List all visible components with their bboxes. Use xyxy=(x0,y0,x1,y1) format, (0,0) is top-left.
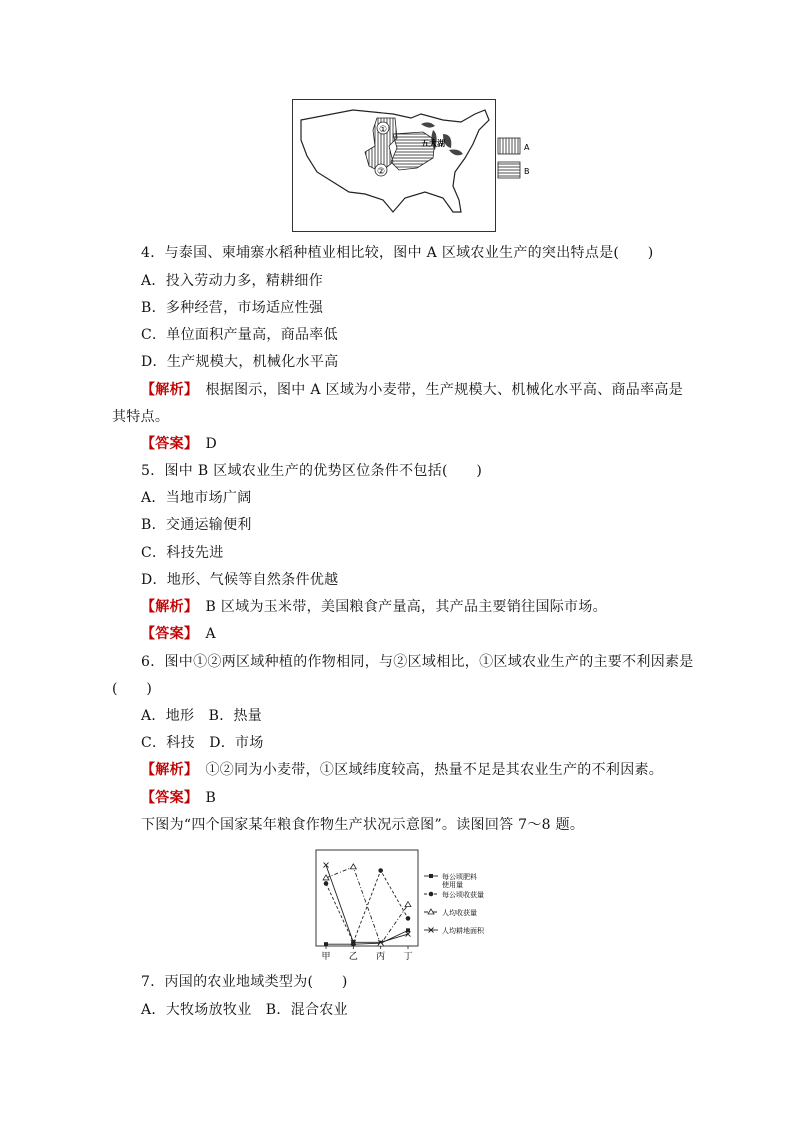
legend-marker xyxy=(429,892,434,897)
data-point xyxy=(324,863,329,868)
legend-swatch-b xyxy=(498,162,520,178)
q5-option-c: C．科技先进 xyxy=(141,545,224,561)
x-tick-label: 丁 xyxy=(403,952,413,962)
series-line-4 xyxy=(326,865,408,942)
q5-option-b: B．交通运输便利 xyxy=(141,517,252,533)
q4-option-b: B．多种经营，市场适应性强 xyxy=(141,300,324,316)
q6-stem: 6．图中①②两区域种植的作物相同，与②区域相比，①区域农业生产的主要不利因素是 xyxy=(141,654,694,670)
q5-answer-text: A xyxy=(191,626,216,642)
legend-swatch-a xyxy=(498,138,520,154)
q6-analysis-text: ①②同为小麦带，①区域纬度较高，热量不足是其农业生产的不利因素。 xyxy=(191,762,664,778)
q5-answer xyxy=(141,624,216,644)
answer-tag: 【答案】 xyxy=(141,436,192,452)
q6-options-row1: A．地形 B．热量 xyxy=(141,708,263,724)
analysis-tag: 【解析】 xyxy=(141,382,192,398)
q7-stem: 7．丙国的农业地域类型为( ) xyxy=(141,974,348,990)
legend-label: 使用量 xyxy=(442,881,463,889)
q7-options-row1: A．大牧场放牧业 B．混合农业 xyxy=(141,1002,348,1018)
legend-marker xyxy=(429,874,433,878)
data-point xyxy=(378,868,383,873)
data-point xyxy=(324,881,329,886)
q4-answer xyxy=(141,434,217,454)
legend-label: 人均收获量 xyxy=(442,909,477,917)
marker-2: ② xyxy=(376,167,386,177)
q6-answer xyxy=(141,788,216,808)
data-point xyxy=(324,942,328,946)
data-point xyxy=(350,864,356,869)
data-point xyxy=(406,928,410,932)
q4-option-c: C．单位面积产量高，商品率低 xyxy=(141,327,338,343)
series-line-2 xyxy=(326,871,408,943)
q5-analysis xyxy=(141,597,607,617)
q4-analysis-text: 根据图示，图中 A 区域为小麦带，生产规模大、机械化水平高、商品率高是 xyxy=(191,382,684,398)
legend-label-b: B xyxy=(524,167,530,176)
legend-label: 每公顷收获量 xyxy=(442,891,484,899)
q5-stem: 5．图中 B 区域农业生产的优势区位条件不包括( ) xyxy=(141,463,483,479)
legend-label: 人均耕地面积 xyxy=(442,927,484,935)
q4-analysis xyxy=(141,380,683,400)
analysis-tag: 【解析】 xyxy=(141,762,192,778)
series-line-3 xyxy=(326,867,408,944)
legend-label-a: A xyxy=(524,143,530,152)
q5-option-a: A．当地市场广阔 xyxy=(141,490,252,506)
great-lakes-shape xyxy=(449,150,463,156)
x-tick-label: 丙 xyxy=(376,952,386,962)
q6-answer-text: B xyxy=(191,790,217,806)
great-lakes-label: 五大湖 xyxy=(421,139,445,148)
chart-intro: 下图为“四个国家某年粮食作物生产状况示意图”。读图回答 7～8 题。 xyxy=(141,817,585,833)
legend-marker xyxy=(428,909,434,914)
crop-production-chart xyxy=(310,846,520,964)
us-agriculture-map xyxy=(292,99,496,232)
region-b xyxy=(391,132,435,170)
q5-analysis-text: B 区域为玉米带，美国粮食产量高，其产品主要销往国际市场。 xyxy=(191,599,607,615)
map-legend xyxy=(496,136,536,186)
x-tick-label: 乙 xyxy=(348,952,358,962)
q5-option-d: D．地形、气候等自然条件优越 xyxy=(141,572,339,588)
marker-1: ① xyxy=(378,125,388,135)
analysis-tag: 【解析】 xyxy=(141,599,192,615)
us-map-drawing xyxy=(293,100,495,231)
legend-label: 每公顷肥料 xyxy=(442,873,477,881)
q6-options-row2: C．科技 D．市场 xyxy=(141,735,264,751)
answer-tag: 【答案】 xyxy=(141,626,192,642)
q4-analysis-cont: 其特点。 xyxy=(112,409,170,425)
answer-tag: 【答案】 xyxy=(141,790,192,806)
q6-stem-cont: ( ) xyxy=(112,681,153,697)
q4-option-a: A．投入劳动力多，精耕细作 xyxy=(141,273,324,289)
q6-analysis xyxy=(141,760,663,780)
data-point xyxy=(405,902,411,907)
q4-option-d: D．生产规模大，机械化水平高 xyxy=(141,354,339,370)
data-point xyxy=(406,916,411,921)
plot-frame xyxy=(316,850,418,946)
x-tick-label: 甲 xyxy=(321,952,331,962)
q4-answer-text: D xyxy=(191,436,218,452)
q4-stem: 4．与泰国、柬埔寨水稻种植业相比较，图中 A 区域农业生产的突出特点是( ) xyxy=(141,245,654,261)
great-lakes-shape xyxy=(421,122,435,127)
